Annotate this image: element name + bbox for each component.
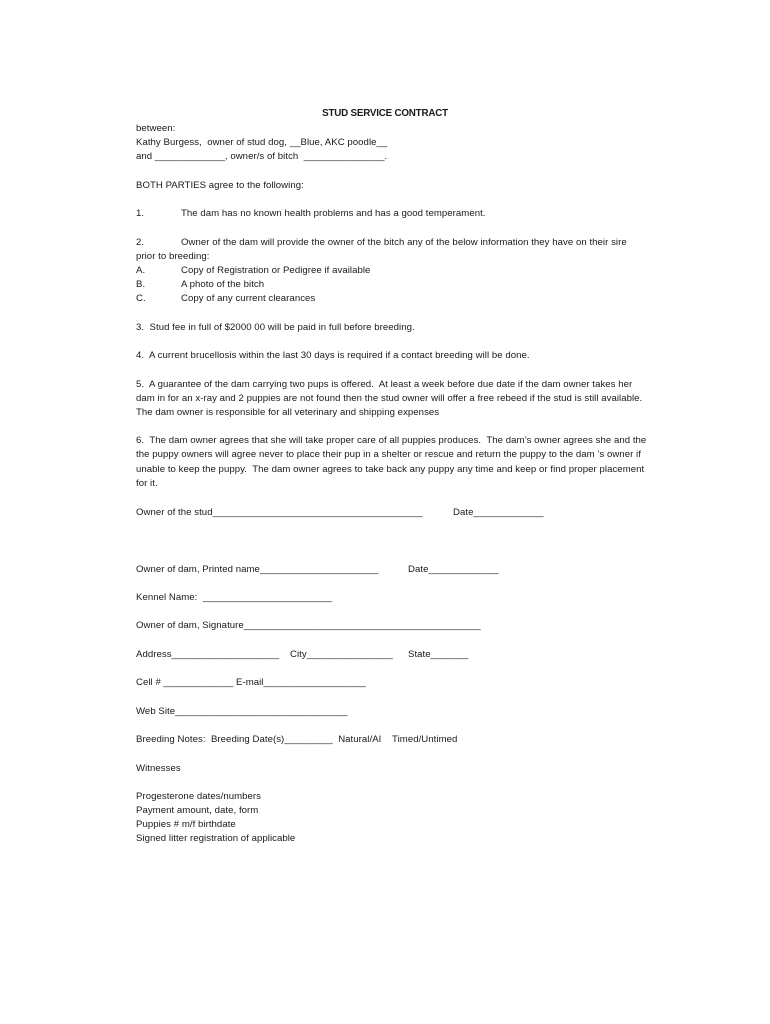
state-field[interactable]: State_______ <box>408 649 469 660</box>
address-field[interactable]: Address____________________ <box>136 649 280 660</box>
dam-owner-printed-name-field[interactable]: Owner of dam, Printed name______________________ <box>136 564 379 575</box>
item-5-line: dam in for an x-ray and 2 puppies are not found then the stud owner will offer a free rebeed if the stud is still available. <box>136 393 643 404</box>
puppies-label: Puppies # m/f birthdate <box>136 819 236 830</box>
city-field[interactable]: City________________ <box>290 649 393 660</box>
website-field[interactable]: Web Site________________________________ <box>136 706 348 717</box>
progesterone-label: Progesterone dates/numbers <box>136 791 262 802</box>
item-6-line: 6. The dam owner agrees that she will take proper care of all puppies produces. The dam’s owner agrees she and the <box>136 435 647 446</box>
item-5-line: 5. A guarantee of the dam carrying two pups is offered. At least a week before due date if the dam owner takes her <box>136 379 633 390</box>
stud-owner-line: Kathy Burgess, owner of stud dog, __Blue, AKC poodle__ <box>136 137 388 148</box>
item-2-sub-letter: C. <box>136 293 146 304</box>
item-2-sub-letter: B. <box>136 279 146 290</box>
dam-owner-line: and _____________, owner/s of bitch _______________. <box>136 151 388 162</box>
email-field[interactable]: E-mail___________________ <box>236 677 366 688</box>
signed-litter-label: Signed litter registration of applicable <box>136 833 296 844</box>
item-2-sub-text: A photo of the bitch <box>181 279 265 290</box>
item-3-text: 3. Stud fee in full of $2000 00 will be paid in full before breeding. <box>136 322 415 333</box>
between-label: between: <box>136 123 176 134</box>
kennel-name-field[interactable]: Kennel Name: ________________________ <box>136 592 333 603</box>
item-2-sub-text: Copy of any current clearances <box>181 293 316 304</box>
document-title: STUD SERVICE CONTRACT <box>322 108 448 119</box>
item-6-line: unable to keep the puppy. The dam owner agrees to take back any puppy any time and keep or find proper placement <box>136 464 645 475</box>
item-6-line: for it. <box>136 478 158 489</box>
witnesses-label: Witnesses <box>136 763 181 774</box>
item-2-sub-letter: A. <box>136 265 146 276</box>
dam-owner-date-field[interactable]: Date_____________ <box>408 564 499 575</box>
item-1-text: The dam has no known health problems and has a good temperament. <box>181 208 486 219</box>
agreement-intro: BOTH PARTIES agree to the following: <box>136 180 304 191</box>
item-2-continuation: prior to breeding: <box>136 251 210 262</box>
stud-owner-signature-field[interactable]: Owner of the stud_______________________________________ <box>136 507 423 518</box>
dam-owner-signature-field[interactable]: Owner of dam, Signature____________________________________________ <box>136 620 481 631</box>
item-6-line: the puppy owners will agree never to place their pup in a shelter or rescue and return the puppy to the dam ’s owner if <box>136 449 641 460</box>
breeding-notes-field[interactable]: Breeding Notes: Breeding Date(s)_________ Natural/AI Timed/Untimed <box>136 734 458 745</box>
item-2-text: Owner of the dam will provide the owner of the bitch any of the below information they have on their sire <box>181 237 627 248</box>
item-2-number: 2. <box>136 237 145 248</box>
cell-field[interactable]: Cell # _____________ <box>136 677 234 688</box>
item-5-line: The dam owner is responsible for all veterinary and shipping expenses <box>136 407 440 418</box>
item-4-text: 4. A current brucellosis within the last 30 days is required if a contact breeding will be done. <box>136 350 530 361</box>
item-2-sub-text: Copy of Registration or Pedigree if available <box>181 265 371 276</box>
stud-owner-date-field[interactable]: Date_____________ <box>453 507 544 518</box>
item-1-number: 1. <box>136 208 145 219</box>
payment-label: Payment amount, date, form <box>136 805 259 816</box>
